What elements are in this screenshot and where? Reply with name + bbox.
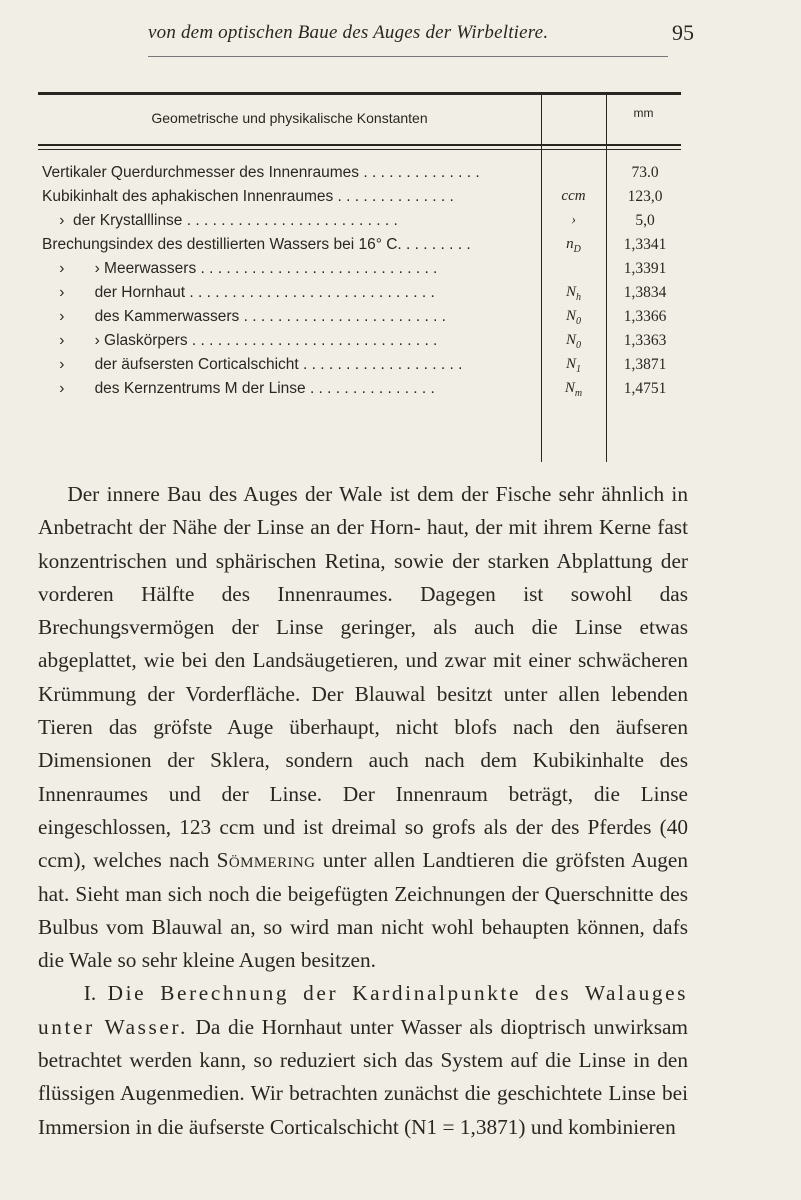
row-description: › des Kernzentrums M der Linse . . . . . . . . . . . . . . . bbox=[59, 380, 435, 397]
row-symbol: $N_0$ bbox=[565, 332, 581, 351]
row-symbol: $N_h$ bbox=[565, 284, 581, 303]
section-number: I. bbox=[83, 981, 97, 1006]
table-row bbox=[38, 308, 681, 332]
table-row bbox=[38, 236, 681, 260]
table-row bbox=[38, 356, 681, 380]
row-value: 1,3834 bbox=[623, 284, 667, 301]
table-row bbox=[38, 284, 681, 308]
row-value: 1,4751 bbox=[623, 380, 667, 397]
table-row bbox=[38, 332, 681, 356]
row-symbol: $n_D$ bbox=[566, 236, 581, 255]
table-top-rule bbox=[38, 92, 681, 95]
row-value: 1,3366 bbox=[623, 308, 667, 325]
row-description: Brechungsindex des destillierten Wassers bei 16° C. . . . . . . . . bbox=[42, 236, 471, 253]
table-row bbox=[38, 260, 681, 284]
row-description: › des Kammerwassers . . . . . . . . . . . . . . . . . . . . . . . . bbox=[59, 308, 446, 325]
header-rule bbox=[148, 56, 668, 57]
page-number: 95 bbox=[672, 20, 694, 45]
row-description: › der äufsersten Corticalschicht . . . . . . . . . . . . . . . . . . . bbox=[59, 356, 463, 373]
row-description: › der Krystalllinse . . . . . . . . . . . . . . . . . . . . . . . . . bbox=[59, 212, 398, 229]
row-description: Vertikaler Querdurchmesser des Innenraumes . . . . . . . . . . . . . . bbox=[42, 164, 480, 181]
column-header-description: Geometrische und physikalische Konstanten bbox=[151, 110, 428, 126]
running-header bbox=[148, 18, 708, 52]
row-description: › › Meerwassers . . . . . . . . . . . . . . . . . . . . . . . . . . . . bbox=[59, 260, 438, 277]
row-symbol: $N_m$ bbox=[564, 380, 583, 399]
row-symbol: › bbox=[571, 212, 576, 228]
body-text bbox=[38, 478, 688, 1144]
author-name: Sömmering bbox=[216, 848, 316, 873]
row-description: › › Glaskörpers . . . . . . . . . . . . . . . . . . . . . . . . . . . . . bbox=[59, 332, 438, 349]
table-header-rule-2 bbox=[38, 149, 681, 150]
row-symbol: $N_0$ bbox=[565, 308, 581, 327]
row-value: 1,3363 bbox=[623, 332, 667, 349]
row-symbol: ccm bbox=[561, 188, 586, 204]
row-value: 1,3391 bbox=[623, 260, 667, 277]
table-row bbox=[38, 164, 681, 188]
table-row bbox=[38, 212, 681, 236]
table-row bbox=[38, 188, 681, 212]
row-value: 123,0 bbox=[627, 188, 663, 205]
constants-table bbox=[38, 92, 681, 462]
row-value: 1,3871 bbox=[623, 356, 667, 373]
row-value: 1,3341 bbox=[623, 236, 667, 253]
table-row bbox=[38, 380, 681, 404]
row-symbol: $N_1$ bbox=[565, 356, 581, 375]
row-value: 73.0 bbox=[631, 164, 659, 181]
section-heading: Die Berechnung der Kardinalpunkte des Walauges unter Wasser. bbox=[38, 981, 689, 1039]
paragraph-1: Der innere Bau des Auges der Wale ist dem der Fische sehr ähnlich in Anbetracht der Nähe der Linse an der Horn- haut, der mit ihrem Kerne fast konzentrischen und sphärischen Retina, sowie der starken Abplattung der vorderen Hälfte des Innenraumes. Dagegen ist sowohl das Brechungsvermögen der Linse geringer, als auch die Linse etwas abgeplattet, wie bei den Landsäugetieren, und zwar mit einer schwächeren Krümmung der Vorderfläche. Der Blauwal besitzt unter allen lebenden Tieren das gröfste Auge überhaupt, nicht blofs nach den äufseren Dimensionen der Sklera, sondern auch nach dem Kubikinhalte des Innenraumes und der Linse. Der Innenraum beträgt, die Linse eingeschlossen, 123 ccm und ist dreimal so grofs als der des Pferdes (40 ccm), welches nach Sömmering unter allen Landtieren die gröfsten Augen hat. Sieht man sich noch die beigefügten Zeichnungen der Querschnitte des Bulbus vom Blauwal an, so wird man nicht wohl behaupten können, dafs die Wale so sehr kleine Augen besitzen. bbox=[38, 482, 689, 973]
table-header-rule bbox=[38, 144, 681, 146]
paragraph-2: I. Die Berechnung der Kardinalpunkte des Walauges unter Wasser. Da die Hornhaut unter Wasser als dioptrisch unwirksam betrachtet werden kann, so reduziert sich das System auf die Linse in den flüssigen Augenmedien. Wir betrachten zunächst die geschichtete Linse bei Immersion in die äufserste Corticalschicht (N1 = 1,3871) und kombinieren bbox=[38, 981, 689, 1139]
row-description: › der Hornhaut . . . . . . . . . . . . . . . . . . . . . . . . . . . . . bbox=[59, 284, 435, 301]
row-description: Kubikinhalt des aphakischen Innenraumes . . . . . . . . . . . . . . bbox=[42, 188, 454, 205]
running-title: von dem optischen Baue des Auges der Wirbeltiere. bbox=[148, 22, 549, 43]
row-value: 5,0 bbox=[635, 212, 655, 229]
column-header-unit: mm bbox=[633, 106, 654, 120]
